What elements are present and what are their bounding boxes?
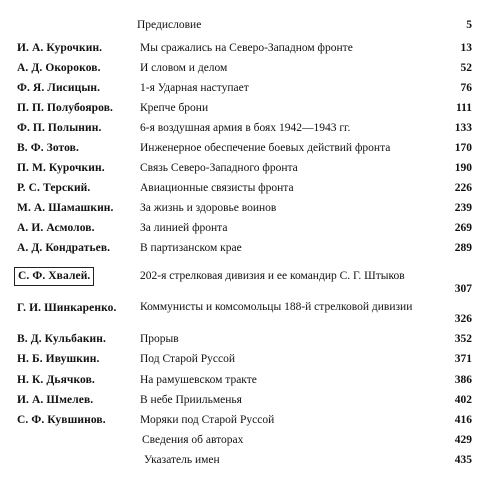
entry-author: В. Ф. Зотов. xyxy=(17,142,79,154)
entry-page-number: 190 xyxy=(454,162,472,174)
entry-author: М. А. Шамашкин. xyxy=(17,202,114,214)
entry-title: Коммунисты и комсомольцы 188-й стрелковой дивизии xyxy=(140,301,413,313)
entry-page-number: 429 xyxy=(454,434,472,446)
entry-author: А. Д. Окороков. xyxy=(17,62,101,74)
entry-page-number: 111 xyxy=(456,102,472,114)
entry-page-number: 371 xyxy=(454,353,472,365)
entry-title: На рамушевском тракте xyxy=(140,374,257,386)
entry-author-highlighted: С. Ф. Хвалей. xyxy=(14,267,94,286)
entry-page-number: 239 xyxy=(454,202,472,214)
entry-title: 1-я Ударная наступает xyxy=(140,82,249,94)
entry-author: Ф. Я. Лисицын. xyxy=(17,82,101,94)
entry-title: Сведения об авторах xyxy=(142,434,244,446)
entry-title: Авиационные связисты фронта xyxy=(140,182,294,194)
entry-title: В партизанском крае xyxy=(140,242,242,254)
entry-author: Р. С. Терский. xyxy=(17,182,91,194)
entry-page-number: 402 xyxy=(454,394,472,406)
entry-author: И. А. Курочкин. xyxy=(17,42,103,54)
entry-page-number: 326 xyxy=(454,313,472,325)
entry-author: Г. И. Шинкаренко. xyxy=(17,302,117,314)
entry-title: Инженерное обеспечение боевых действий фронта xyxy=(140,142,391,154)
entry-title: Предисловие xyxy=(137,19,202,31)
entry-page-number: 269 xyxy=(454,222,472,234)
entry-author: А. И. Асмолов. xyxy=(17,222,95,234)
entry-author: Ф. П. Полынин. xyxy=(17,122,102,134)
entry-page-number: 435 xyxy=(454,454,472,466)
entry-title: Моряки под Старой Руссой xyxy=(140,414,275,426)
entry-page-number: 13 xyxy=(460,42,472,54)
entry-author: С. Ф. Кувшинов. xyxy=(17,414,106,426)
entry-page-number: 386 xyxy=(454,374,472,386)
entry-author: Н. К. Дьячков. xyxy=(17,374,95,386)
entry-page-number: 416 xyxy=(454,414,472,426)
entry-page-number: 352 xyxy=(454,333,472,345)
entry-title: Крепче брони xyxy=(140,102,209,114)
entry-title: Мы сражались на Северо-Западном фронте xyxy=(140,42,353,54)
entry-author: П. М. Курочкин. xyxy=(17,162,105,174)
entry-title: 6-я воздушная армия в боях 1942—1943 гг. xyxy=(140,122,351,134)
entry-title: Прорыв xyxy=(140,333,179,345)
entry-page-number: 170 xyxy=(454,142,472,154)
entry-author: П. П. Полубояров. xyxy=(17,102,113,114)
entry-author: А. Д. Кондратьев. xyxy=(17,242,111,254)
entry-author: И. А. Шмелев. xyxy=(17,394,94,406)
entry-page-number: 307 xyxy=(454,283,472,295)
entry-title: Под Старой Руссой xyxy=(140,353,236,365)
entry-title: За жизнь и здоровье воинов xyxy=(140,202,277,214)
entry-title: В небе Приильменья xyxy=(140,394,242,406)
entry-page-number: 76 xyxy=(460,82,472,94)
entry-page-number: 52 xyxy=(460,62,472,74)
entry-title: Указатель имен xyxy=(144,454,220,466)
entry-page-number: 289 xyxy=(454,242,472,254)
entry-title: И словом и делом xyxy=(140,62,228,74)
entry-title: За линией фронта xyxy=(140,222,228,234)
entry-title: Связь Северо-Западного фронта xyxy=(140,162,298,174)
entry-page-number: 226 xyxy=(454,182,472,194)
entry-author: Н. Б. Ивушкин. xyxy=(17,353,100,365)
entry-author: В. Д. Кульбакин. xyxy=(17,333,106,345)
entry-page-number: 133 xyxy=(454,122,472,134)
entry-title: 202-я стрелковая дивизия и ее командир С. Г. Штыков xyxy=(140,270,405,282)
entry-page-number: 5 xyxy=(466,19,472,31)
